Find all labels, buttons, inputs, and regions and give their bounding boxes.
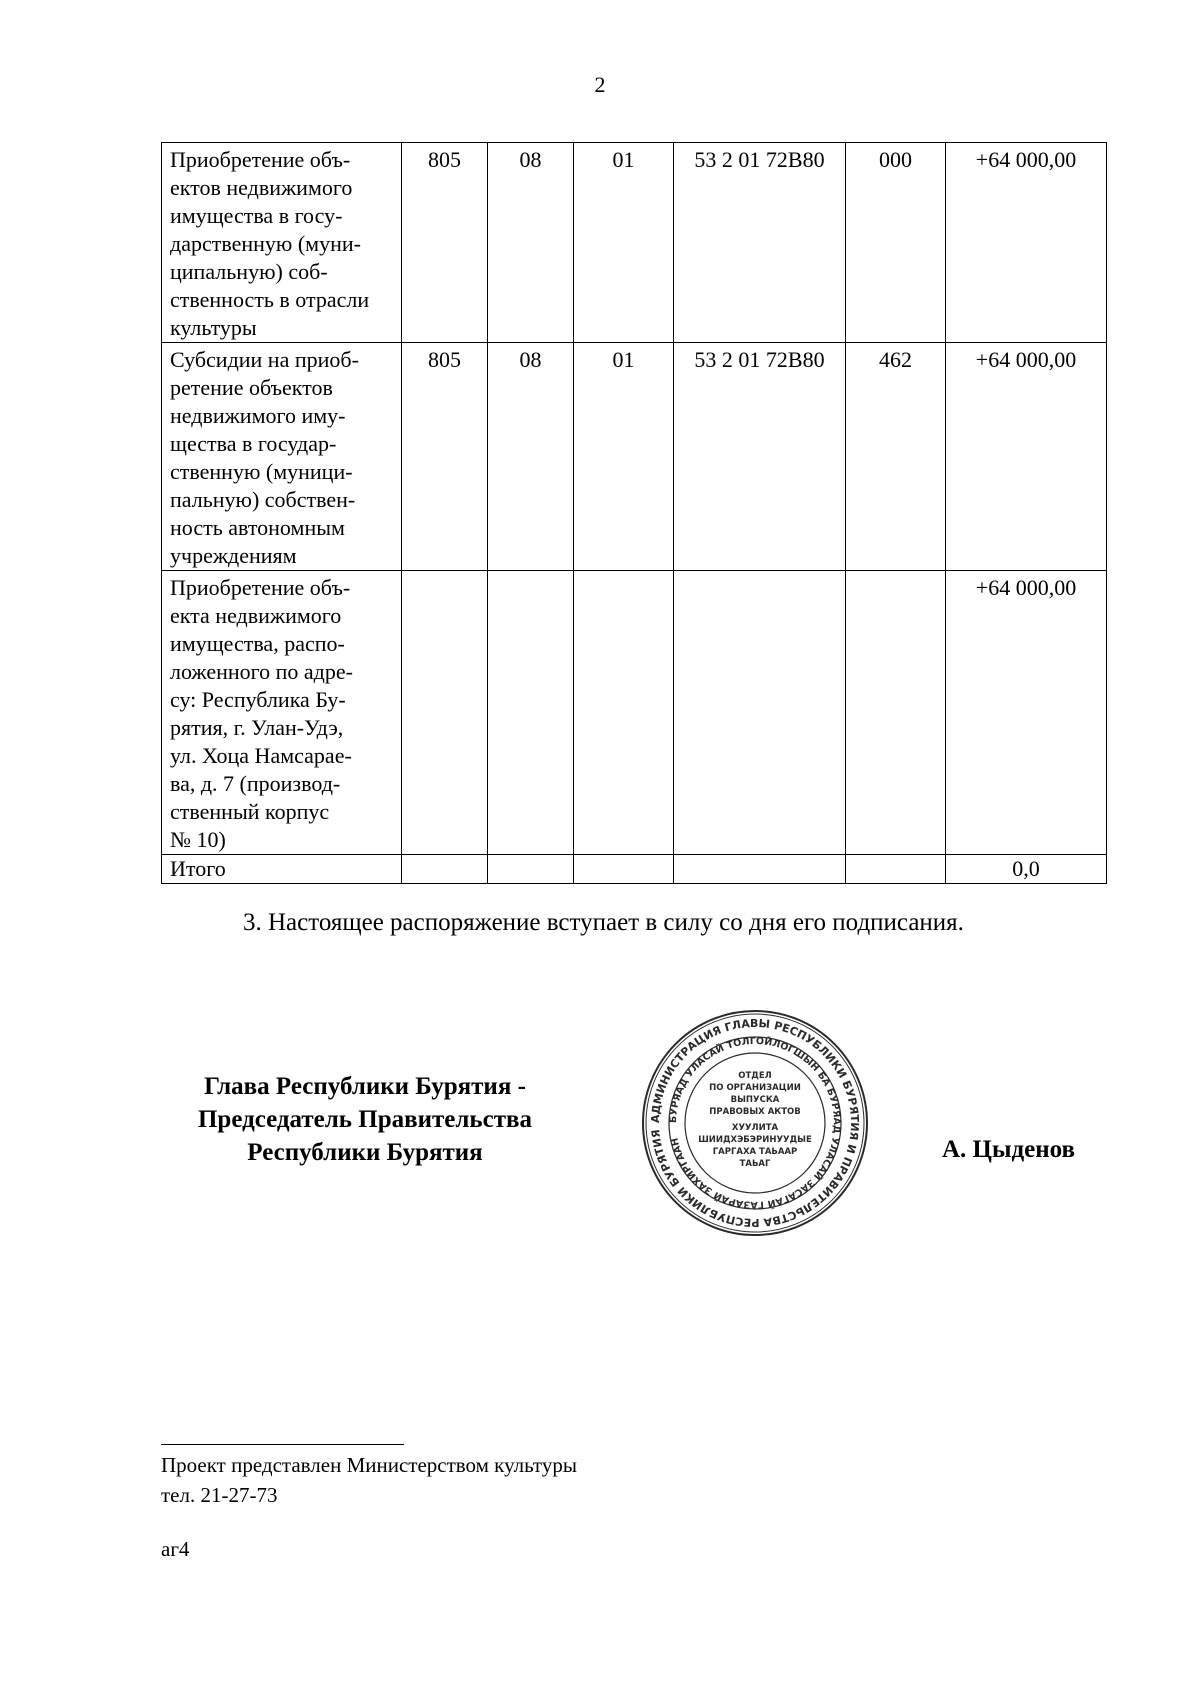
amount: +64 000,00 — [946, 143, 1107, 343]
seal-center-line: ВЫПУСКА — [730, 1095, 780, 1105]
target-article — [674, 571, 846, 855]
document-code: аг4 — [161, 1537, 190, 1561]
seal-center-line: ПРАВОВЫХ АКТОВ — [709, 1107, 801, 1117]
table-total-row — [162, 855, 1107, 884]
empty-cell — [846, 855, 946, 884]
seal-center-line: ОТДЕЛ — [738, 1071, 772, 1081]
amount: +64 000,00 — [946, 571, 1107, 855]
seal-center-line: ПО ОРГАНИЗАЦИИ — [709, 1083, 801, 1093]
expense-type: 000 — [846, 143, 946, 343]
row-description: Приобретение объ- ектов недвижимого имущества в госу- дарственную (муни- ципальную) соб- ственность в отрасли культуры — [162, 143, 402, 343]
seal-center-line: ШИИДХЭБЭРИНУУДЫЕ — [698, 1135, 812, 1145]
footnote-divider — [161, 1444, 404, 1445]
section-code — [488, 571, 574, 855]
budget-table — [161, 142, 1107, 884]
page-number: 2 — [594, 72, 606, 97]
seal-outer-text: АДМИНИСТРАЦИЯ ГЛАВЫ РЕСПУБЛИКИ БУРЯТИЯ И ПРАВИТЕЛЬСТВА РЕСПУБЛИКИ БУРЯТИЯ — [648, 1016, 862, 1230]
subsection-code — [574, 571, 674, 855]
ministry-code — [402, 571, 488, 855]
section-code: 08 — [488, 143, 574, 343]
amount: +64 000,00 — [946, 343, 1107, 571]
effective-date-clause: 3. Настоящее распоряжение вступает в силу со дня его подписания. — [243, 909, 964, 936]
target-article: 53 2 01 72В80 — [674, 343, 846, 571]
expense-type — [846, 571, 946, 855]
ministry-code: 805 — [402, 343, 488, 571]
section-code: 08 — [488, 343, 574, 571]
empty-cell — [402, 855, 488, 884]
expense-type: 462 — [846, 343, 946, 571]
table-row — [162, 571, 1107, 855]
seal-center-line: ХУУЛИТА — [731, 1123, 779, 1133]
table-row — [162, 343, 1107, 571]
total-amount: 0,0 — [946, 855, 1107, 884]
seal-inner-text: БУРЯАД УЛАСАЙ ТОЛГОЙЛОГШЫН БА БУРЯАД УЛАСАЙ ЗАСАГАЙ ГАЗАРАЙ ЗАХИРГААН — [667, 1035, 843, 1211]
footnote-text: Проект представлен Министерством культуры тел. 21-27-73 — [161, 1453, 577, 1507]
subsection-code: 01 — [574, 343, 674, 571]
signatory-title: Глава Республики Бурятия - Председатель Правительства Республики Бурятия — [197, 1073, 533, 1166]
subsection-code: 01 — [574, 143, 674, 343]
seal-center-line: ТАЬАГ — [739, 1159, 771, 1169]
table-row — [162, 143, 1107, 343]
empty-cell — [488, 855, 574, 884]
official-seal — [640, 1008, 870, 1238]
ministry-code: 805 — [402, 143, 488, 343]
total-label: Итого — [162, 855, 402, 884]
empty-cell — [574, 855, 674, 884]
seal-center-line: ГАРГАХА ТАЬААР — [712, 1147, 798, 1157]
signatory-name: А. Цыденов — [942, 1136, 1076, 1163]
empty-cell — [674, 855, 846, 884]
row-description: Субсидии на приоб- ретение объектов недвижимого иму- щества в государ- ственную (муници- пальную) собствен- ность автономным учреждениям — [162, 343, 402, 571]
target-article: 53 2 01 72В80 — [674, 143, 846, 343]
row-description: Приобретение объ- екта недвижимого имущества, распо- ложенного по адре- су: Республика Бу- рятия, г. Улан-Удэ, ул. Хоца Намсарае- ва, д. 7 (производ- ственный корпус № 10) — [162, 571, 402, 855]
